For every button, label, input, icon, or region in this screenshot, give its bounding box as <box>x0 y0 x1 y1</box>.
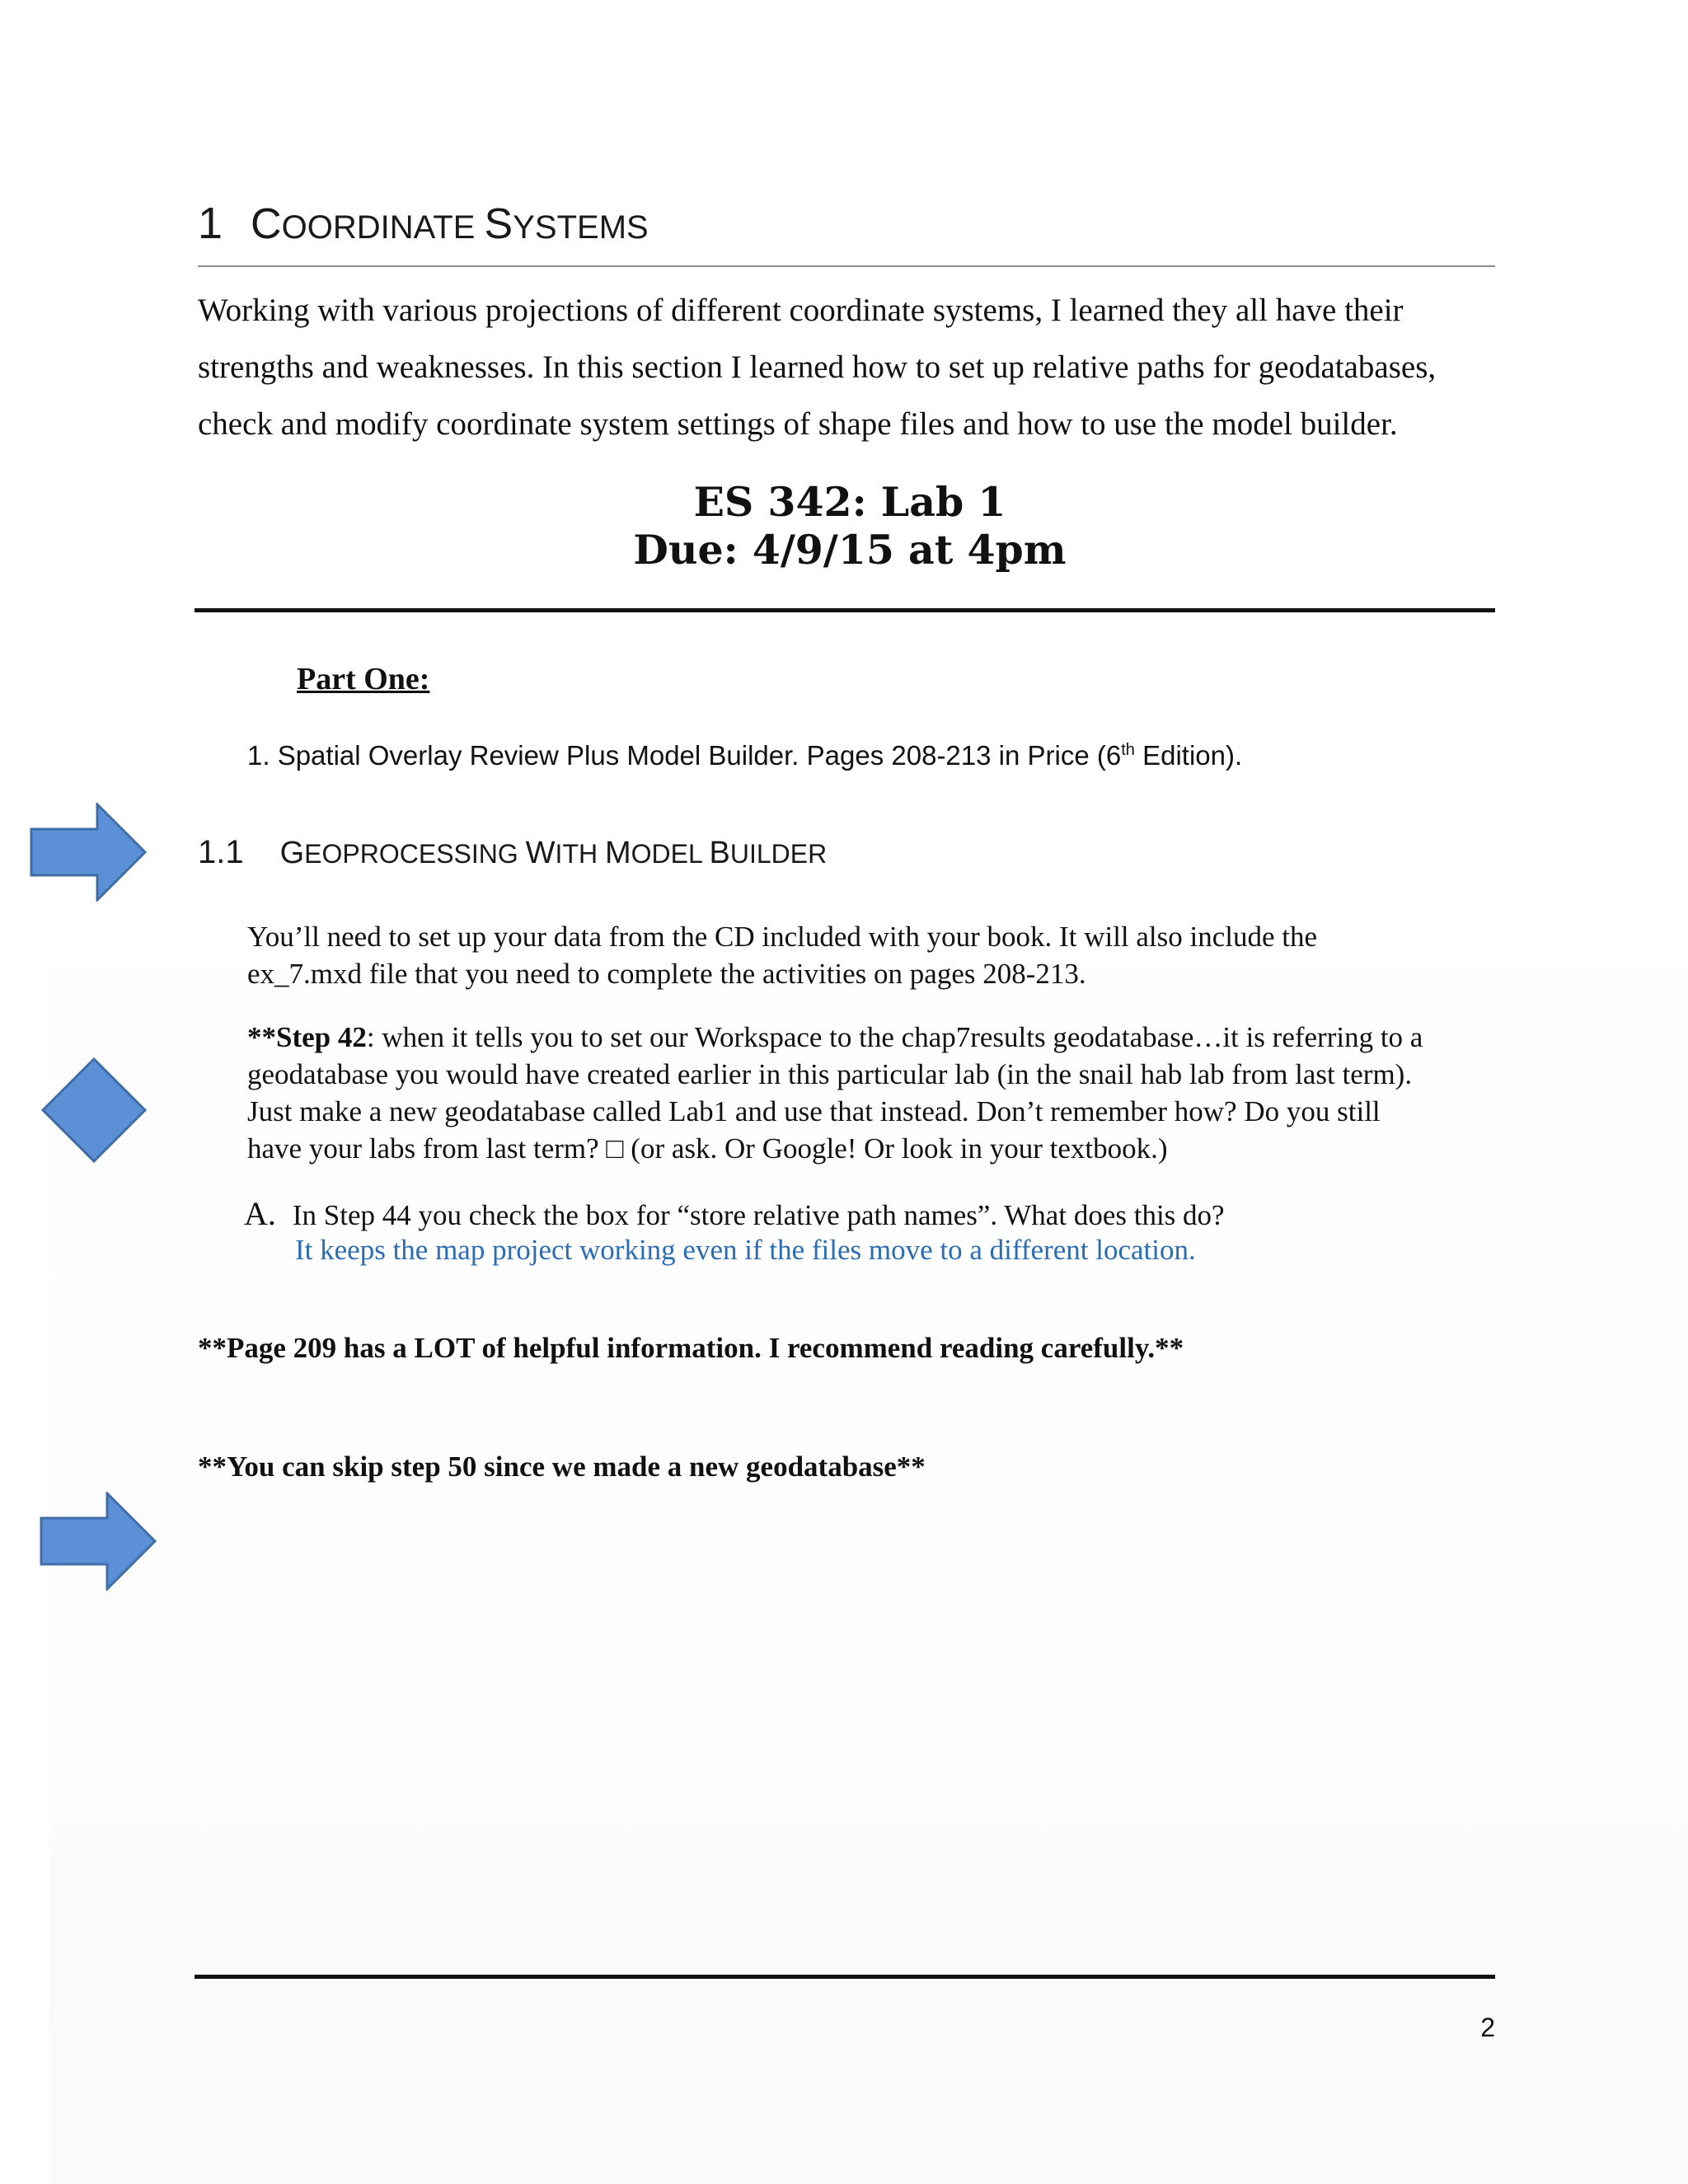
question-letter: A. <box>244 1195 276 1232</box>
list-item-text-end: Edition). <box>1134 740 1243 771</box>
section-1-1-title <box>280 836 828 871</box>
section-1-1-title-part: B <box>709 836 730 870</box>
section-1-1-heading <box>198 834 827 871</box>
setup-paragraph <box>247 918 1500 992</box>
diamond-icon <box>40 1057 148 1164</box>
section-1-1-number: 1.1 <box>198 834 244 870</box>
step-42-paragraph <box>247 1019 1500 1167</box>
body-line: strengths and weaknesses. In this section I learned how to set up relative paths for geodatabases, <box>198 349 1437 385</box>
heading-underline <box>198 265 1495 267</box>
step-42-text: : when it tells you to set our Workspace to the chap7results geodatabase…it is referring to a <box>366 1021 1423 1053</box>
paragraph-line: geodatabase you would have created earlier in this particular lab (in the snail hab lab from last term). <box>247 1058 1413 1090</box>
footer-divider <box>195 1975 1495 1979</box>
page-number: 2 <box>1480 2013 1495 2042</box>
note-skip-step-50: **You can skip step 50 since we made a new geodatabase** <box>198 1451 926 1483</box>
paragraph-line <box>247 1019 1500 1056</box>
section-1-heading <box>198 198 649 249</box>
note-page-209: **Page 209 has a LOT of helpful information. I recommend reading carefully.** <box>198 1332 1184 1364</box>
section-1-body <box>198 282 1500 452</box>
list-item-text: 1. Spatial Overlay Review Plus Model Builder. Pages 208-213 in Price (6 <box>247 740 1122 771</box>
part-one-heading: Part One: <box>297 662 430 696</box>
paragraph-line: ex_7.mxd file that you need to complete the activities on pages 208-213. <box>247 958 1086 990</box>
answer-text: It keeps the map project working even if the files move to a different location. <box>295 1234 1196 1266</box>
section-1-title-part: S <box>484 200 513 248</box>
section-1-1-title-part: UILDER <box>729 839 828 869</box>
list-item-1 <box>247 740 1242 771</box>
section-1-1-title-part: M <box>604 836 631 870</box>
question-a <box>244 1195 1225 1235</box>
arrow-right-icon <box>30 803 148 902</box>
section-1-title-part: C <box>251 200 282 248</box>
section-1-title-part: OORDINATE <box>281 209 485 246</box>
list-item-superscript: th <box>1121 741 1135 759</box>
arrow-right-icon <box>40 1492 158 1591</box>
question-text: In Step 44 you check the box for “store relative path names”. What does this do? <box>292 1199 1225 1231</box>
paragraph-line: Just make a new geodatabase called Lab1 and use that instead. Don’t remember how? Do you still <box>247 1095 1381 1127</box>
paragraph-line: have your labs from last term? □ (or ask. Or Google! Or look in your textbook.) <box>247 1132 1168 1165</box>
header-divider <box>195 608 1495 612</box>
section-1-1-title-part: G <box>279 836 305 870</box>
section-1-1-title-part: W <box>525 836 556 870</box>
section-1-title <box>251 199 649 249</box>
due-date: Due: 4/9/15 at 4pm <box>633 526 1067 574</box>
section-1-title-part: YSTEMS <box>513 209 649 246</box>
section-1-1-title-part: ITH <box>555 839 605 869</box>
paragraph-line: You’ll need to set up your data from the CD included with your book. It will also include the <box>247 921 1318 953</box>
body-line: check and modify coordinate system settings of shape files and how to use the model builder. <box>198 406 1398 442</box>
body-line: Working with various projections of different coordinate systems, I learned they all have their <box>198 293 1404 328</box>
step-42-label: **Step 42 <box>247 1021 367 1053</box>
lab-title: ES 342: Lab 1 <box>693 478 1006 526</box>
section-1-number: 1 <box>198 199 223 248</box>
section-1-1-title-part: ODEL <box>631 839 710 869</box>
section-1-1-title-part: EOPROCESSING <box>304 839 526 869</box>
